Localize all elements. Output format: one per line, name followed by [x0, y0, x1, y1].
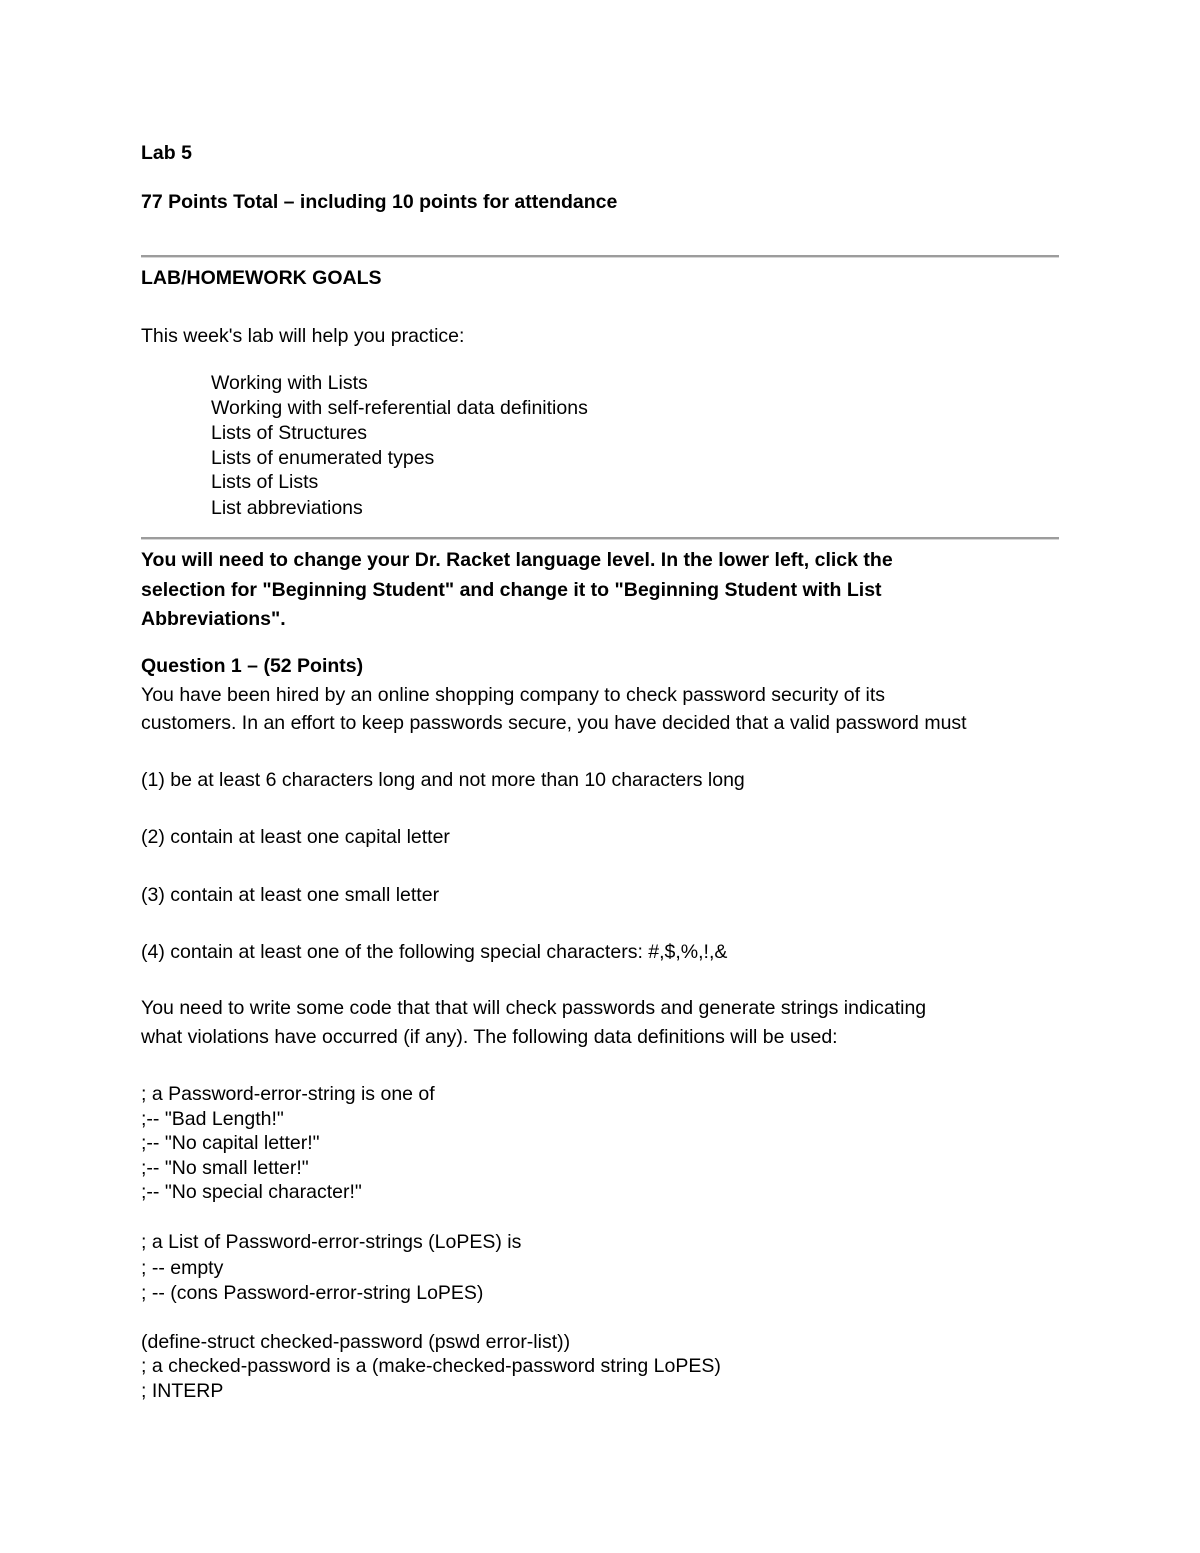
password-rule: (1) be at least 6 characters long and not more than 10 characters long — [141, 769, 745, 791]
goal-item: Working with Lists — [211, 372, 368, 394]
goal-item: Lists of Structures — [211, 422, 368, 444]
notice-line: You will need to change your Dr. Racket language level. In the lower left, click the — [141, 549, 893, 571]
password-rule: (2) contain at least one capital letter — [141, 826, 450, 848]
divider-bottom — [141, 537, 1059, 540]
code-line: ;-- "No small letter!" — [141, 1157, 309, 1179]
password-rule: (4) contain at least one of the following special characters: #,$,%,!,& — [141, 941, 728, 963]
notice-line: selection for "Beginning Student" and change it to "Beginning Student with List — [141, 579, 882, 601]
code-line: ; -- (cons Password-error-string LoPES) — [141, 1282, 484, 1304]
code-line: ; a checked-password is a (make-checked-password string LoPES) — [141, 1355, 721, 1377]
question-1-intro-line: customers. In an effort to keep passwords secure, you have decided that a valid password must — [141, 712, 967, 734]
code-line: ; INTERP — [141, 1380, 224, 1402]
code-line: ;-- "No special character!" — [141, 1181, 362, 1203]
code-line: ; a List of Password-error-strings (LoPES) is — [141, 1231, 522, 1253]
code-line: ;-- "No capital letter!" — [141, 1132, 320, 1154]
goal-item: List abbreviations — [211, 497, 363, 519]
code-line: ;-- "Bad Length!" — [141, 1108, 284, 1130]
notice-line: Abbreviations". — [141, 608, 286, 630]
lab-title: Lab 5 — [141, 142, 192, 164]
goals-heading: LAB/HOMEWORK GOALS — [141, 267, 382, 289]
code-line: (define-struct checked-password (pswd error-list)) — [141, 1331, 571, 1353]
password-rule: (3) contain at least one small letter — [141, 884, 440, 906]
task-line: what violations have occurred (if any). The following data definitions will be used: — [141, 1026, 838, 1048]
divider-top — [141, 255, 1059, 258]
goal-item: Working with self-referential data definitions — [211, 397, 588, 419]
question-1-heading: Question 1 – (52 Points) — [141, 655, 364, 677]
code-line: ; a Password-error-string is one of — [141, 1083, 435, 1105]
goal-item: Lists of enumerated types — [211, 447, 435, 469]
goal-item: Lists of Lists — [211, 471, 319, 493]
points-total: 77 Points Total – including 10 points for attendance — [141, 191, 618, 213]
task-line: You need to write some code that that will check passwords and generate strings indicating — [141, 997, 927, 1019]
code-line: ; -- empty — [141, 1257, 224, 1279]
question-1-intro-line: You have been hired by an online shopping company to check password security of its — [141, 684, 885, 706]
goals-intro: This week's lab will help you practice: — [141, 325, 465, 347]
